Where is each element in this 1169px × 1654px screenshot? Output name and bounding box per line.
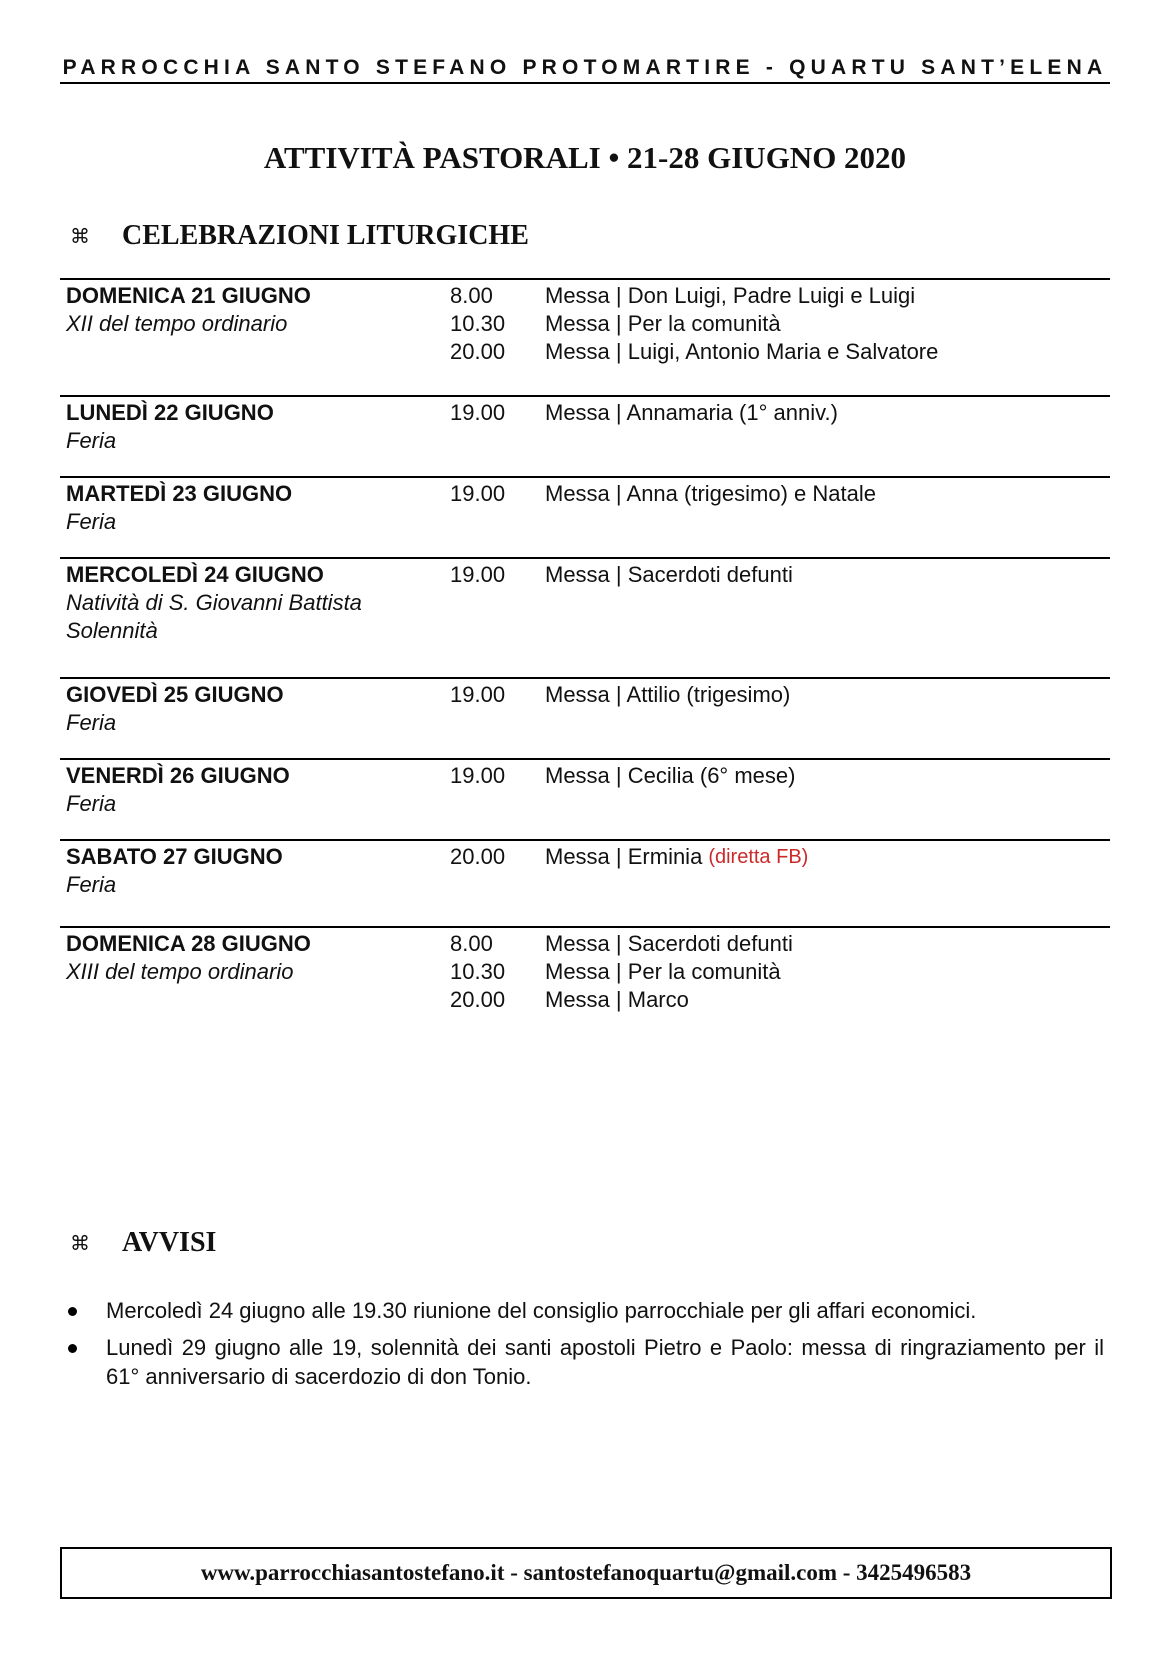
mass-intention: Messa | Don Luigi, Padre Luigi e Luigi <box>545 283 916 308</box>
day-row <box>60 758 1110 816</box>
day-info <box>66 843 283 899</box>
day-info <box>66 480 292 536</box>
day-info <box>66 930 311 986</box>
mass-intention: Messa | Sacerdoti defunti <box>545 562 793 587</box>
mass-list <box>450 762 795 790</box>
day-name: GIOVEDÌ 25 GIUGNO <box>66 682 284 707</box>
day-name: MARTEDÌ 23 GIUGNO <box>66 481 293 506</box>
mass-intention: Messa | Cecilia (6° mese) <box>545 763 796 788</box>
live-stream-label: (diretta FB) <box>708 846 809 868</box>
mass-time: 10.30 <box>450 311 506 336</box>
bullet-icon <box>68 1307 77 1316</box>
mass-entry <box>450 338 938 366</box>
mass-entry <box>450 310 938 338</box>
day-note: XII del tempo ordinario <box>66 311 288 336</box>
mass-time: 8.00 <box>450 283 493 308</box>
header-divider <box>60 82 1110 84</box>
mass-time: 10.30 <box>450 959 506 984</box>
mass-intention: Messa | Per la comunità <box>545 959 781 984</box>
mass-entry <box>450 561 793 589</box>
mass-time: 19.00 <box>450 682 506 707</box>
day-row <box>60 926 1110 1012</box>
mass-list <box>450 561 793 589</box>
mass-time: 20.00 <box>450 339 506 364</box>
day-name: DOMENICA 21 GIUGNO <box>66 283 311 308</box>
day-note: XIII del tempo ordinario <box>66 959 294 984</box>
mass-intention: Messa | Erminia <box>545 844 703 869</box>
day-info <box>66 399 274 455</box>
mass-entry <box>450 282 938 310</box>
day-note: Natività di S. Giovanni Battista <box>66 590 362 615</box>
bullet-icon <box>68 1344 77 1353</box>
day-note: Feria <box>66 428 117 453</box>
mass-time: 19.00 <box>450 562 506 587</box>
parish-header: PARROCCHIA SANTO STEFANO PROTOMARTIRE - QUARTU SANT’ELENA <box>62 56 1108 79</box>
day-note: Feria <box>66 509 117 534</box>
mass-entry <box>450 681 790 709</box>
day-info <box>66 762 290 818</box>
notice-text: Mercoledì 24 giugno alle 19.30 riunione del consiglio parrocchiale per gli affari economici. <box>106 1298 977 1323</box>
contact-footer-text: www.parrocchiasantostefano.it - santostefanoquartu@gmail.com - 3425496583 <box>200 1560 972 1585</box>
mass-intention: Messa | Anna (trigesimo) e Natale <box>545 481 876 506</box>
day-name: SABATO 27 GIUGNO <box>66 844 283 869</box>
mass-time: 8.00 <box>450 931 493 956</box>
mass-intention: Messa | Sacerdoti defunti <box>545 931 793 956</box>
notices-list <box>64 1296 1104 1399</box>
day-row <box>60 839 1110 897</box>
mass-entry <box>450 399 838 427</box>
day-note: Feria <box>66 872 117 897</box>
document-title: ATTIVITÀ PASTORALI • 21-28 GIUGNO 2020 <box>263 140 907 175</box>
section-avvisi-label: AVVISI <box>122 1227 217 1258</box>
contact-footer <box>60 1547 1112 1599</box>
mass-intention: Messa | Per la comunità <box>545 311 781 336</box>
mass-entry <box>450 986 793 1014</box>
day-row <box>60 476 1110 534</box>
notice-text: Lunedì 29 giugno alle 19, solennità dei santi apostoli Pietro e Paolo: messa di ringraziamento per il 61° anniversario di sacerdozio di don Tonio. <box>106 1335 1104 1389</box>
mass-list <box>450 399 838 427</box>
day-note: Feria <box>66 791 117 816</box>
day-row <box>60 557 1110 643</box>
mass-intention: Messa | Luigi, Antonio Maria e Salvatore <box>545 339 939 364</box>
day-note: Feria <box>66 710 117 735</box>
mass-list <box>450 930 793 1014</box>
mass-entry <box>450 930 793 958</box>
day-info <box>66 561 362 645</box>
day-row <box>60 395 1110 453</box>
mass-list <box>450 282 938 366</box>
mass-time: 19.00 <box>450 763 506 788</box>
section-avvisi-heading <box>70 1227 216 1259</box>
mass-entry <box>450 762 795 790</box>
mass-list <box>450 681 790 709</box>
mass-intention: Messa | Marco <box>545 987 689 1012</box>
day-row <box>60 677 1110 735</box>
mass-entry <box>450 480 876 508</box>
section-mark-icon: ⌘ <box>70 225 90 248</box>
day-name: VENERDÌ 26 GIUGNO <box>66 763 290 788</box>
mass-time: 20.00 <box>450 844 506 869</box>
day-info <box>66 282 311 338</box>
mass-intention: Messa | Annamaria (1° anniv.) <box>545 400 838 425</box>
mass-intention: Messa | Attilio (trigesimo) <box>545 682 791 707</box>
mass-list <box>450 480 876 508</box>
notice-item <box>64 1296 1104 1325</box>
mass-time: 19.00 <box>450 481 506 506</box>
day-name: LUNEDÌ 22 GIUGNO <box>66 400 274 425</box>
section-mark-icon: ⌘ <box>70 1232 90 1255</box>
mass-time: 20.00 <box>450 987 506 1012</box>
notice-item <box>64 1333 1104 1391</box>
section-celebrazioni-heading <box>70 220 529 252</box>
mass-entry <box>450 843 808 871</box>
day-note: Solennità <box>66 618 158 643</box>
section-celebrazioni-label: CELEBRAZIONI LITURGICHE <box>122 220 529 251</box>
mass-entry <box>450 958 793 986</box>
day-name: MERCOLEDÌ 24 GIUGNO <box>66 562 324 587</box>
mass-list <box>450 843 808 871</box>
day-row <box>60 278 1110 364</box>
day-name: DOMENICA 28 GIUGNO <box>66 931 311 956</box>
mass-time: 19.00 <box>450 400 506 425</box>
day-info <box>66 681 284 737</box>
